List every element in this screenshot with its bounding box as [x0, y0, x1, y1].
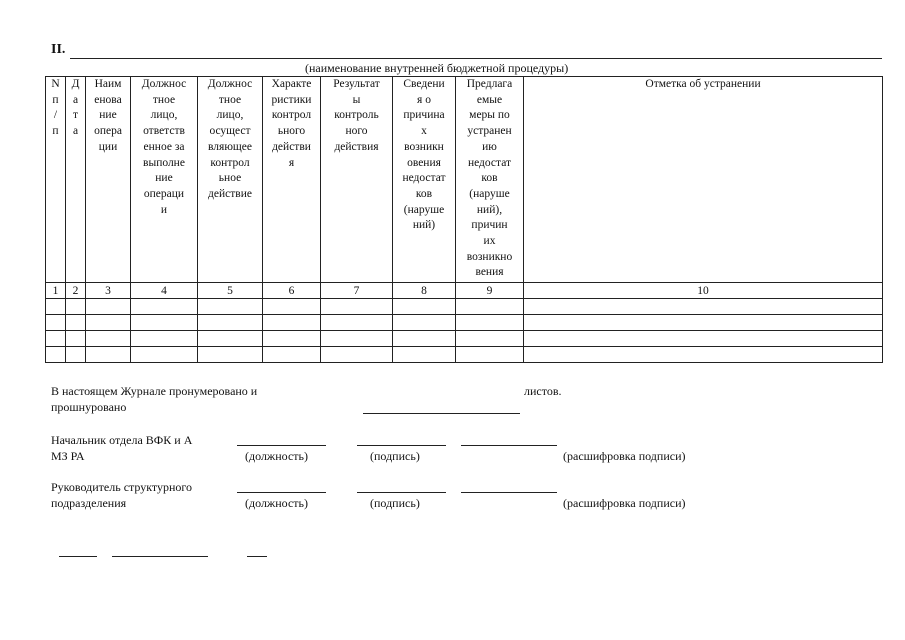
column-number: 5	[198, 283, 263, 299]
table-cell	[46, 315, 66, 331]
table-cell	[393, 347, 456, 363]
table-cell	[86, 299, 131, 315]
header-cell-number: N п / п	[46, 77, 66, 283]
position-line	[237, 492, 326, 493]
table-cell	[131, 315, 198, 331]
signature-line	[357, 445, 446, 446]
column-number: 3	[86, 283, 131, 299]
header-cell-operation-name: Наим енова ние опера ции	[86, 77, 131, 283]
decryption-caption: (расшифровка подписи)	[563, 449, 686, 463]
decryption-line	[461, 492, 557, 493]
numbered-sheets-label: В настоящем Журнале пронумеровано и прошнуровано	[51, 384, 258, 414]
table-cell	[321, 315, 393, 331]
table-cell	[321, 299, 393, 315]
table-cell	[131, 331, 198, 347]
date-year-line	[247, 556, 267, 557]
column-number: 7	[321, 283, 393, 299]
table-cell	[456, 299, 524, 315]
position-caption: (должность)	[245, 496, 308, 510]
table-cell	[321, 331, 393, 347]
table-cell	[263, 315, 321, 331]
table-row	[46, 299, 883, 315]
table-cell	[66, 347, 86, 363]
signature-line	[357, 492, 446, 493]
table-cell	[86, 315, 131, 331]
table-cell	[66, 299, 86, 315]
table-cell	[393, 331, 456, 347]
table-cell	[131, 299, 198, 315]
column-number: 9	[456, 283, 524, 299]
procedure-name-line	[70, 58, 882, 59]
table-cell	[66, 315, 86, 331]
column-number: 10	[524, 283, 883, 299]
column-number: 6	[263, 283, 321, 299]
signature-caption: (подпись)	[370, 449, 420, 463]
table-cell	[321, 347, 393, 363]
signer-title: Начальник отдела ВФК и А МЗ РА	[51, 433, 193, 463]
table-cell	[393, 315, 456, 331]
procedure-caption: (наименование внутренней бюджетной процедуры)	[305, 61, 569, 75]
header-cell-date: Д а т а	[66, 77, 86, 283]
table-cell	[456, 315, 524, 331]
table-cell	[263, 299, 321, 315]
table-row	[46, 315, 883, 331]
decryption-caption: (расшифровка подписи)	[563, 496, 686, 510]
header-cell-control-characteristics: Характе ристики контрол ьного действи я	[263, 77, 321, 283]
table-cell	[263, 347, 321, 363]
sheet-count-line	[363, 413, 520, 414]
table-cell	[46, 299, 66, 315]
table-cell	[46, 347, 66, 363]
table-cell	[86, 347, 131, 363]
table-cell	[524, 315, 883, 331]
position-caption: (должность)	[245, 449, 308, 463]
table-cell	[456, 347, 524, 363]
table-cell	[66, 331, 86, 347]
column-number-row	[46, 283, 883, 299]
table-row	[46, 331, 883, 347]
table-row	[46, 347, 883, 363]
header-cell-control-results: Результат ы контроль ного действия	[321, 77, 393, 283]
table-cell	[198, 347, 263, 363]
table-cell	[524, 331, 883, 347]
table-cell	[524, 347, 883, 363]
numbered-sheets-suffix: листов.	[524, 384, 562, 398]
section-number: II.	[51, 42, 66, 57]
table-cell	[456, 331, 524, 347]
table-cell	[198, 331, 263, 347]
table-cell	[524, 299, 883, 315]
table-cell	[198, 299, 263, 315]
table-cell	[263, 331, 321, 347]
header-cell-controlling-official: Должнос тное лицо, осущест вляющее контрол ьное действие	[198, 77, 263, 283]
decryption-line	[461, 445, 557, 446]
column-number: 1	[46, 283, 66, 299]
table-cell	[198, 315, 263, 331]
table-cell	[86, 331, 131, 347]
column-number: 8	[393, 283, 456, 299]
signer-title: Руководитель структурного подразделения	[51, 480, 193, 510]
column-number: 2	[66, 283, 86, 299]
column-number: 4	[131, 283, 198, 299]
table-header-row	[46, 77, 883, 283]
header-cell-responsible-official: Должнос тное лицо, ответств енное за выполне ние операци и	[131, 77, 198, 283]
table-cell	[46, 331, 66, 347]
table-cell	[131, 347, 198, 363]
journal-table	[45, 76, 883, 363]
date-day-line	[59, 556, 97, 557]
date-month-line	[112, 556, 208, 557]
header-cell-deficiency-causes: Сведени я о причина х возникн овения недостат ков (наруше ний)	[393, 77, 456, 283]
signature-caption: (подпись)	[370, 496, 420, 510]
position-line	[237, 445, 326, 446]
table-cell	[393, 299, 456, 315]
header-cell-proposed-measures: Предлага емые меры по устранен ию недостат ков (наруше ний), причин их возникно вения	[456, 77, 524, 283]
header-cell-remediation-mark: Отметка об устранении	[524, 77, 883, 283]
